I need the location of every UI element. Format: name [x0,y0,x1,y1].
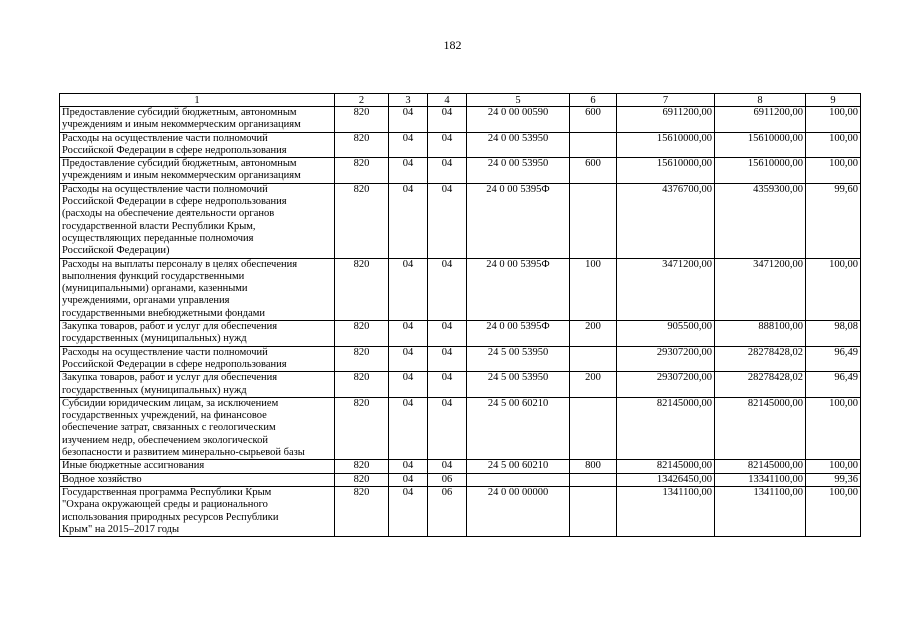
cell-subsection: 04 [428,397,467,459]
cell-execution-percent: 100,00 [806,132,861,158]
cell-ministry-code: 820 [335,132,389,158]
column-header: 4 [428,94,467,107]
cell-executed-amount: 1341100,00 [715,486,806,536]
column-header: 7 [617,94,715,107]
cell-planned-amount: 29307200,00 [617,346,715,372]
cell-expense-type: 600 [570,107,617,133]
table-row [60,486,861,536]
cell-executed-amount: 15610000,00 [715,132,806,158]
cell-executed-amount: 3471200,00 [715,258,806,320]
cell-target-article [467,473,570,486]
cell-section: 04 [389,486,428,536]
cell-execution-percent: 100,00 [806,486,861,536]
cell-execution-percent: 99,60 [806,183,861,258]
cell-ministry-code: 820 [335,460,389,473]
table-row [60,158,861,184]
column-header: 3 [389,94,428,107]
cell-planned-amount: 1341100,00 [617,486,715,536]
row-description: Расходы на осуществление части полномочий Российской Федерации в сфере недропользования (расходы на обеспечение деятельности органов государственной власти Республики Крым, осуществляющих переданные полномочия Российской Федерации) [60,183,335,258]
cell-subsection: 06 [428,486,467,536]
cell-expense-type: 800 [570,460,617,473]
cell-target-article: 24 0 00 5395Ф [467,258,570,320]
header-row [60,94,861,107]
cell-ministry-code: 820 [335,183,389,258]
cell-section: 04 [389,183,428,258]
cell-planned-amount: 6911200,00 [617,107,715,133]
cell-execution-percent: 100,00 [806,397,861,459]
table-row [60,397,861,459]
cell-target-article: 24 0 00 00590 [467,107,570,133]
cell-executed-amount: 28278428,02 [715,346,806,372]
cell-execution-percent: 100,00 [806,107,861,133]
cell-subsection: 04 [428,183,467,258]
table-row [60,321,861,347]
column-header: 1 [60,94,335,107]
cell-ministry-code: 820 [335,346,389,372]
cell-target-article: 24 0 00 5395Ф [467,321,570,347]
cell-planned-amount: 15610000,00 [617,132,715,158]
cell-subsection: 04 [428,132,467,158]
cell-execution-percent: 100,00 [806,460,861,473]
cell-execution-percent: 96,49 [806,372,861,398]
cell-target-article: 24 0 00 5395Ф [467,183,570,258]
cell-subsection: 04 [428,372,467,398]
cell-target-article: 24 5 00 53950 [467,346,570,372]
cell-ministry-code: 820 [335,258,389,320]
cell-ministry-code: 820 [335,372,389,398]
cell-subsection: 04 [428,258,467,320]
cell-section: 04 [389,132,428,158]
column-header: 2 [335,94,389,107]
row-description: Расходы на осуществление части полномочий Российской Федерации в сфере недропользования [60,132,335,158]
cell-executed-amount: 28278428,02 [715,372,806,398]
cell-subsection: 04 [428,460,467,473]
cell-section: 04 [389,372,428,398]
cell-executed-amount: 6911200,00 [715,107,806,133]
cell-expense-type [570,473,617,486]
row-description: Предоставление субсидий бюджетным, автономным учреждениям и иным некоммерческим организациям [60,158,335,184]
cell-target-article: 24 5 00 60210 [467,397,570,459]
cell-target-article: 24 5 00 53950 [467,372,570,398]
cell-section: 04 [389,158,428,184]
table-row [60,372,861,398]
row-description: Предоставление субсидий бюджетным, автономным учреждениям и иным некоммерческим организациям [60,107,335,133]
cell-section: 04 [389,321,428,347]
table-row [60,183,861,258]
cell-expense-type [570,132,617,158]
cell-execution-percent: 100,00 [806,158,861,184]
cell-expense-type: 100 [570,258,617,320]
cell-target-article: 24 0 00 00000 [467,486,570,536]
cell-ministry-code: 820 [335,321,389,347]
column-header: 5 [467,94,570,107]
cell-execution-percent: 98,08 [806,321,861,347]
cell-planned-amount: 82145000,00 [617,460,715,473]
cell-executed-amount: 82145000,00 [715,397,806,459]
table-row [60,258,861,320]
row-description: Закупка товаров, работ и услуг для обеспечения государственных (муниципальных) нужд [60,321,335,347]
cell-section: 04 [389,397,428,459]
cell-target-article: 24 5 00 60210 [467,460,570,473]
column-header: 6 [570,94,617,107]
cell-subsection: 04 [428,107,467,133]
cell-subsection: 04 [428,346,467,372]
cell-expense-type: 200 [570,321,617,347]
row-description: Закупка товаров, работ и услуг для обеспечения государственных (муниципальных) нужд [60,372,335,398]
budget-table [59,93,861,537]
row-description: Расходы на осуществление части полномочий Российской Федерации в сфере недропользования [60,346,335,372]
cell-target-article: 24 0 00 53950 [467,158,570,184]
cell-executed-amount: 4359300,00 [715,183,806,258]
cell-expense-type [570,397,617,459]
cell-planned-amount: 29307200,00 [617,372,715,398]
cell-ministry-code: 820 [335,158,389,184]
row-description: Государственная программа Республики Крым "Охрана окружающей среды и рационального использования природных ресурсов Республики Крым" на 2015–2017 годы [60,486,335,536]
cell-section: 04 [389,107,428,133]
cell-ministry-code: 820 [335,486,389,536]
cell-execution-percent: 100,00 [806,258,861,320]
row-description: Субсидии юридическим лицам, за исключением государственных учреждений, на финансовое обеспечение затрат, связанных с геологическим изучением недр, обеспечением экологической безопасности и развитием минерально-сырьевой базы [60,397,335,459]
cell-planned-amount: 82145000,00 [617,397,715,459]
cell-subsection: 04 [428,321,467,347]
table-row [60,460,861,473]
cell-executed-amount: 15610000,00 [715,158,806,184]
cell-ministry-code: 820 [335,107,389,133]
table-row [60,473,861,486]
cell-subsection: 04 [428,158,467,184]
cell-section: 04 [389,473,428,486]
row-description: Иные бюджетные ассигнования [60,460,335,473]
cell-expense-type [570,486,617,536]
row-description: Водное хозяйство [60,473,335,486]
cell-expense-type [570,346,617,372]
cell-section: 04 [389,460,428,473]
cell-planned-amount: 13426450,00 [617,473,715,486]
cell-ministry-code: 820 [335,397,389,459]
cell-planned-amount: 905500,00 [617,321,715,347]
cell-executed-amount: 82145000,00 [715,460,806,473]
cell-expense-type: 600 [570,158,617,184]
cell-ministry-code: 820 [335,473,389,486]
cell-target-article: 24 0 00 53950 [467,132,570,158]
cell-execution-percent: 96,49 [806,346,861,372]
cell-planned-amount: 4376700,00 [617,183,715,258]
cell-subsection: 06 [428,473,467,486]
cell-planned-amount: 15610000,00 [617,158,715,184]
page-number: 182 [443,38,462,52]
cell-executed-amount: 888100,00 [715,321,806,347]
table-row [60,346,861,372]
row-description: Расходы на выплаты персоналу в целях обеспечения выполнения функций государственными (муниципальными) органами, казенными учреждениями, органами управления государственными внебюджетными фондами [60,258,335,320]
cell-expense-type: 200 [570,372,617,398]
table-row [60,132,861,158]
cell-section: 04 [389,346,428,372]
cell-section: 04 [389,258,428,320]
table-row [60,107,861,133]
cell-planned-amount: 3471200,00 [617,258,715,320]
cell-expense-type [570,183,617,258]
cell-execution-percent: 99,36 [806,473,861,486]
column-header: 9 [806,94,861,107]
column-header: 8 [715,94,806,107]
cell-executed-amount: 13341100,00 [715,473,806,486]
